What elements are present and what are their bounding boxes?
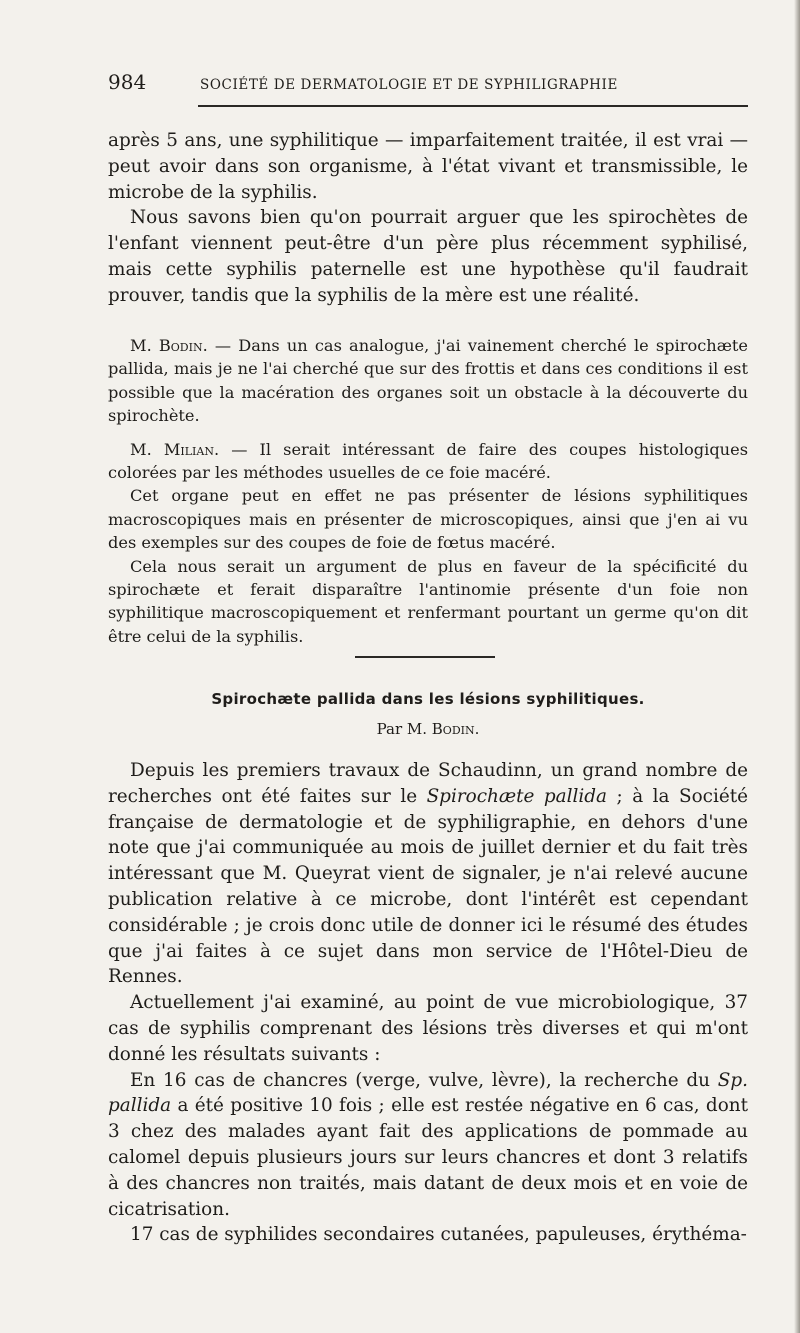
discussion-text <box>108 334 748 648</box>
article-p3-a: En 16 cas de chancres (verge, vulve, lèvre), la recherche du <box>130 1069 718 1091</box>
byline-author: Bodin <box>431 720 475 738</box>
intro-paragraph-1: après 5 ans, une syphilitique — imparfaitement traitée, il est vrai — peut avoir dans son organisme, à l'état vivant et transmissible, le microbe de la syphilis. <box>108 130 748 203</box>
article-p1-a: Depuis les premiers travaux de Schaudinn, un grand nombre de recherches ont été faites sur le <box>108 760 748 807</box>
page-edge-shadow <box>794 0 800 1333</box>
byline-suffix: . <box>474 720 480 738</box>
speaker-milian: M. Milian. <box>130 439 220 459</box>
article-p3-b: a été positive 10 fois ; elle est restée négative en 6 cas, dont 3 chez des malades ayant fait des applications de pommade au calomel depuis plusieurs jours sur leurs chancres et dont 3 relatifs à des chancres non traités, mais datant de deux mois et en voie de cicatrisation. <box>108 1095 748 1220</box>
article-paragraph-3 <box>108 1068 748 1223</box>
milian-remark <box>108 438 748 485</box>
article-p3-species: Sp. pallida <box>108 1069 748 1117</box>
running-title: SOCIÉTÉ DE DERMATOLOGIE ET DE SYPHILIGRAPHIE <box>200 77 618 93</box>
bodin-remark-text: — Dans un cas analogue, j'ai vainement cherché le spirochæte pallida, mais je ne l'ai cherché que sur des frottis et dans ces conditions il est possible que la macération des organes soit un obstacle à la découverte du spirochète. <box>108 336 748 426</box>
discussion-paragraph-3: Cet organe peut en effet ne pas présenter de lésions syphilitiques macroscopiques mais en présenter de microscopiques, ainsi que j'en ai vu des exemples sur des coupes de foie de fœtus macéré. <box>108 486 748 553</box>
article-p1-b: ; à la Société française de dermatologie et de syphiligraphie, en dehors d'une note que j'ai communiquée au mois de juillet dernier et du fait très intéressant que M. Queyrat vient de signaler, je n'ai relevé aucune publication relative à ce microbe, dont l'intérêt est cependant considérable ; je crois donc utile de donner ici le résumé des études que j'ai faites à ce sujet dans mon service de l'Hôtel-Dieu de Rennes. <box>108 785 748 988</box>
discussion-paragraph-4: Cela nous serait un argument de plus en faveur de la spécificité du spirochæte et ferait disparaître l'antinomie présente d'un foie non syphilitique macroscopiquement et renfermant pourtant un germe qu'on dit être celui de la syphilis. <box>108 556 748 646</box>
intro-paragraph-2: Nous savons bien qu'on pourrait arguer que les spirochètes de l'enfant viennent peut-être d'un père plus récemment syphilisé, mais cette syphilis paternelle est une hypothèse qu'il faudrait prouver, tandis que la syphilis de la mère est une réalité. <box>108 207 748 306</box>
milian-remark-text: — Il serait intéressant de faire des coupes histologiques colorées par les méthodes usuelles de ce foie macéré. <box>108 439 748 483</box>
header-rule <box>198 105 748 107</box>
page-number: 984 <box>108 70 147 94</box>
article-paragraph-1 <box>108 758 748 990</box>
intro-text <box>108 128 748 309</box>
article-text <box>108 758 748 1248</box>
byline-prefix: Par M. <box>376 720 432 738</box>
bodin-remark <box>108 334 748 428</box>
article-byline <box>108 720 748 738</box>
speaker-bodin: M. Bodin. <box>130 336 208 355</box>
section-separator <box>355 656 495 658</box>
article-p1-species: Spirochæte pallida <box>426 785 608 807</box>
article-paragraph-4: 17 cas de syphilides secondaires cutanées, papuleuses, érythéma- <box>130 1224 747 1246</box>
article-title: Spirochæte pallida dans les lésions syphilitiques. <box>211 690 645 708</box>
article-paragraph-2: Actuellement j'ai examiné, au point de vue microbiologique, 37 cas de syphilis comprenant des lésions très diverses et qui m'ont donné les résultats suivants : <box>108 992 748 1065</box>
